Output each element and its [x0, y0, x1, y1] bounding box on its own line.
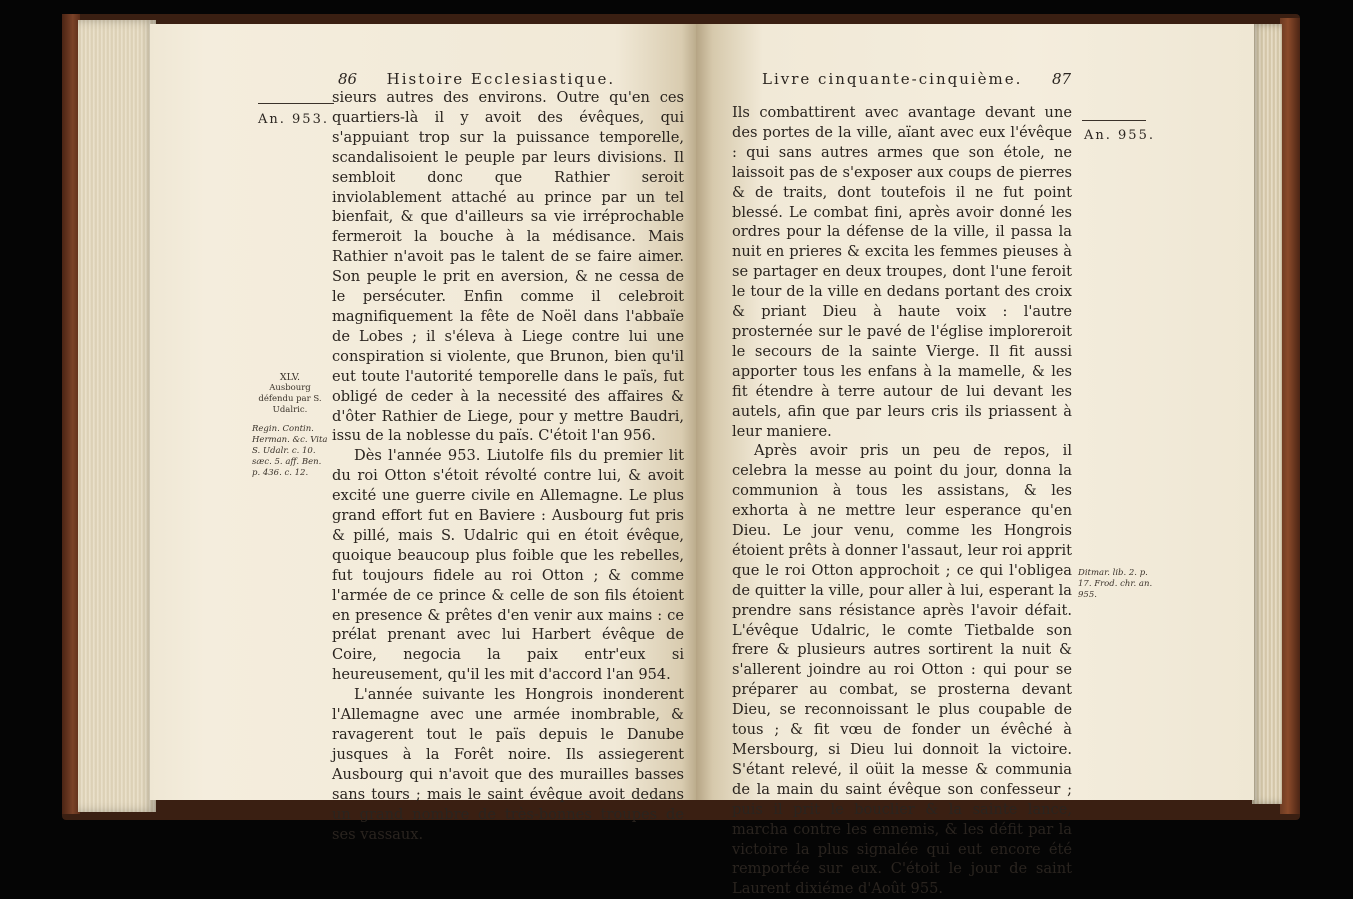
section-summary: Ausbourg défendu par S. Udalric.	[258, 383, 322, 415]
margin-rule-left	[258, 103, 334, 104]
paragraph: Après avoir pris un peu de repos, il celebra la messe au point du jour, donna la communion à tous les assistans, & les exhorta à ne mettre leur esperance qu'en Dieu. Le jour venu, comme les Hongrois étoient prêts à donner l'assaut, leur roi apprit que le roi Otton approchoit ; ce qui l'obligea de quitter la ville, pour aller à lui, esperant la prendre sans résistance après l'avoir défait. L'évêque Udalric, le comte Tietbalde son frere & plusieurs autres sortirent la nuit & s'allerent joindre au roi Otton : qui pour se préparer au combat, se prosterna devant Dieu, se reconnoissant le plus coupable de tous ; & fit vœu de fonder un évêché à Mersbourg, si Dieu lui donnoit la victoire. S'étant relevé, il oüit la messe & communia de la main du saint évêque son confesseur ; puis il prit le bouclier & la sainte lance, marcha contre les ennemis, & les défit par la victoire la plus signalée qui eut encore été remportée sur eux. C'étoit le jour de saint Laurent dixiéme d'Août 955.	[732, 442, 1072, 898]
citation-right-block	[1078, 568, 1158, 601]
page-number-right: 87	[1051, 70, 1072, 88]
paragraph: Ils combattirent avec avantage devant une des portes de la ville, aïant avec eux l'évêque : qui sans autres armes que son étole, ne laissoit pas de s'exposer aux coups de pierres & de traits, dont toutefois il ne fut point blessé. Le combat fini, après avoir donné les ordres pour la défense de la ville, il passa la nuit en prieres & excita les femmes pieuses à se partager en deux troupes, dont l'une feroit le tour de la ville en dedans portant des croix & priant Dieu à haute voix : l'autre prosternée sur le pavé de l'église imploreroit le secours de la sainte Vierge. Il fit aussi apporter tous les enfans à la mamelle, & les fit étendre à terre autour de lui devant les autels, afin que par leurs cris ils priassent à leur maniere.	[732, 104, 1072, 440]
paragraph: sieurs autres des environs. Outre qu'en ces quartiers-là il y avoit des évêques, qui s'appuiant trop sur la puissance temporelle, scandalisoient le peuple par leurs divisions. Il sembloit donc que Rathier seroit inviolablement attaché au prince par un tel bienfait, & que d'ailleurs sa vie irréprochable fermeroit la bouche à la médisance. Mais Rathier n'avoit pas le talent de se faire aimer. Son peuple le prit en aversion, & ne cessa de le persécuter. Enfin comme il celebroit magnifiquement la fête de Noël dans l'abbaïe de Lobes ; il s'éleva à Liege contre lui une conspiration si violente, que Brunon, bien qu'il eut toute l'autorité temporelle dans le païs, fut obligé de ceder à la necessité des affaires & d'ôter Rathier de Liege, pour y mettre Baudri, issu de la noblesse du païs. C'étoit l'an 956.	[332, 89, 684, 445]
page-edges-right	[1252, 24, 1282, 804]
section-margin-note	[252, 372, 328, 479]
paragraph: Dès l'année 953. Liutolfe fils du premier lit du roi Otton s'étoit révolté contre lui, & avoit excité une guerre civile en Allemagne. Le plus grand effort fut en Baviere : Ausbourg fut pris & pillé, mais S. Udalric qui en étoit évêque, quoique beaucoup plus foible que les rebelles, fut toujours fidele au roi Otton ; & comme l'armée de ce prince & celle de son fils étoient en presence & prêtes d'en venir aux mains : ce prélat prenant avec lui Harbert évêque de Coire, negocia la paix entr'eux si heureusement, qu'il les mit d'accord l'an 954.	[332, 447, 684, 684]
year-label-right: An. 955.	[1084, 128, 1155, 143]
page-edges-left	[78, 20, 156, 812]
cover-right-edge	[1280, 18, 1300, 814]
year-label-left: An. 953.	[258, 112, 329, 127]
citation-right: Ditmar. lib. 2. p. 17. Frod. chr. an. 955.	[1078, 568, 1153, 600]
paragraph: L'année suivante les Hongrois inonderent l'Allemagne avec une armée inombrable, & ravagerent tout le païs depuis le Danube jusques à la Forêt noire. Ils assiegerent Ausbourg qui n'avoit que des murailles basses sans tours ; mais le saint évêque avoit dedans un grand nombre de très-bonnes troupes de ses vassaux.	[332, 686, 684, 843]
running-head-right	[762, 70, 1071, 88]
running-head-left	[338, 70, 615, 88]
left-page-body	[332, 88, 684, 844]
page-number-left: 86	[338, 70, 358, 88]
margin-rule-right	[1082, 120, 1146, 121]
running-title-left: Histoire Ecclesiastique.	[386, 70, 616, 88]
right-page-body	[732, 103, 1072, 899]
section-label: XLV.	[279, 372, 301, 383]
running-title-right: Livre cinquante-cinquième.	[762, 70, 1023, 88]
citation-left: Regin. Contin. Herman. &c. Vita S. Udalr. c. 10. sæc. 5. aff. Ben. p. 436. c. 12.	[252, 424, 328, 478]
